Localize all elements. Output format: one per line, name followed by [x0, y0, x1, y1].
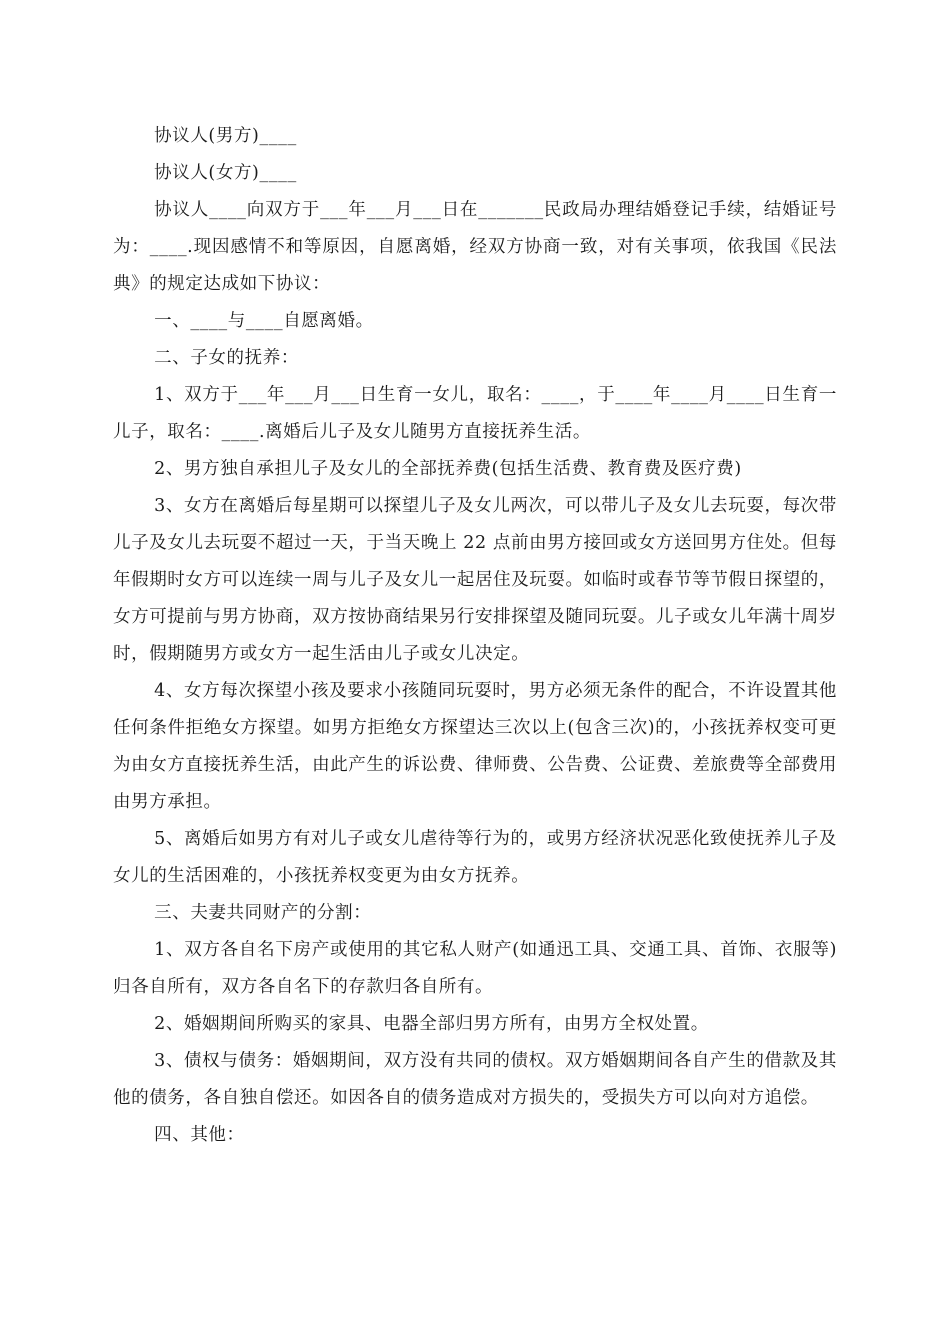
party-female-line: 协议人(女方)____ — [154, 163, 297, 183]
custody-item-2: 2、男方独自承担儿子及女儿的全部抚养费(包括生活费、教育费及医疗费) — [154, 459, 742, 479]
section-1-divorce: 一、____与____自愿离婚。 — [154, 311, 374, 331]
property-item-3: 3、债权与债务：婚姻期间，双方没有共同的债权。双方婚姻期间各自产生的借款及其他的债务，各自独自偿还。如因各自的债务造成对方损失的，受损失方可以向对方追偿。 — [113, 1051, 837, 1108]
section-3-heading: 三、夫妻共同财产的分割： — [154, 903, 372, 923]
custody-item-4: 4、女方每次探望小孩及要求小孩随同玩耍时，男方必须无条件的配合，不许设置其他任何条件拒绝女方探望。如男方拒绝女方探望达三次以上(包含三次)的，小孩抚养权变可更为由女方直接抚养生活，由此产生的诉讼费、律师费、公告费、公证费、差旅费等全部费用由男方承担。 — [113, 681, 837, 812]
party-male-line: 协议人(男方)____ — [154, 126, 297, 146]
custody-item-1: 1、双方于___年___月___日生育一女儿，取名：____，于____年____月____日生育一儿子，取名：____.离婚后儿子及女儿随男方直接抚养生活。 — [113, 385, 837, 442]
preamble-paragraph: 协议人____向双方于___年___月___日在_______民政局办理结婚登记手续，结婚证号为：____.现因感情不和等原因，自愿离婚，经双方协商一致，对有关事项，依我国《民法典》的规定达成如下协议： — [113, 200, 837, 294]
agreement-body — [113, 118, 837, 1154]
custody-item-3: 3、女方在离婚后每星期可以探望儿子及女儿两次，可以带儿子及女儿去玩耍，每次带儿子及女儿去玩耍不超过一天，于当天晚上 22 点前由男方接回或女方送回男方住处。但每年假期时女方可以连续一周与儿子及女儿一起居住及玩耍。如临时或春节等节假日探望的，女方可提前与男方协商，双方按协商结果另行安排探望及随同玩耍。儿子或女儿年满十周岁时，假期随男方或女方一起生活由儿子或女儿决定。 — [113, 496, 837, 664]
property-item-2: 2、婚姻期间所购买的家具、电器全部归男方所有，由男方全权处置。 — [154, 1014, 709, 1034]
property-item-1: 1、双方各自名下房产或使用的其它私人财产(如通迅工具、交通工具、首饰、衣服等)归各自所有，双方各自名下的存款归各自所有。 — [113, 940, 837, 997]
section-2-heading: 二、子女的抚养： — [154, 348, 299, 368]
custody-item-5: 5、离婚后如男方有对儿子或女儿虐待等行为的，或男方经济状况恶化致使抚养儿子及女儿的生活困难的，小孩抚养权变更为由女方抚养。 — [113, 829, 837, 886]
section-4-heading: 四、其他： — [154, 1125, 245, 1145]
